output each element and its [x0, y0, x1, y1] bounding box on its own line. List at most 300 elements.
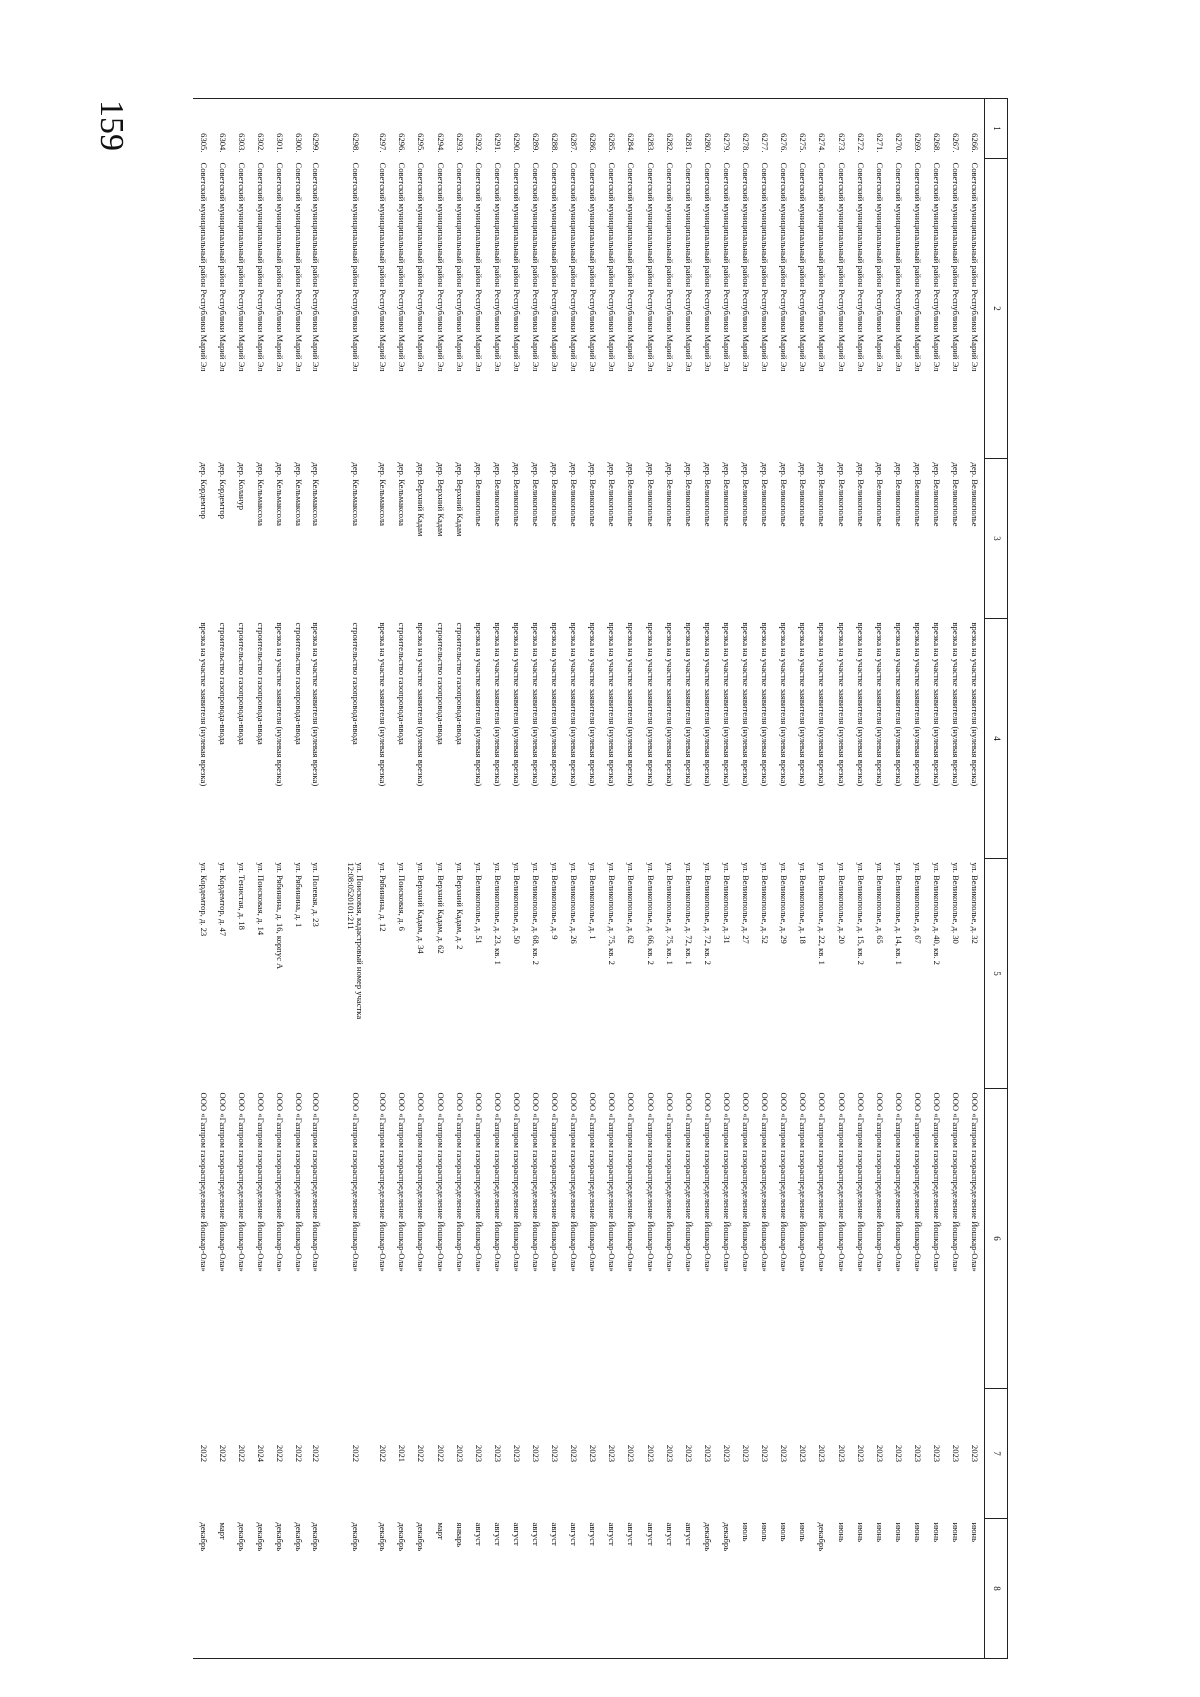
cell-settlement: дер. Великополье [798, 462, 809, 527]
cell-district: Советский муниципальный район Республики Марий Эл [721, 162, 732, 372]
cell-settlement: дер. Верхний Кадам [416, 462, 427, 537]
table-row [755, 99, 774, 1659]
cell-year: 2022 [275, 1444, 286, 1463]
cell-organization: ООО «Газпром газораспределение Йошкар-Ола» [951, 1092, 962, 1272]
table-row [889, 99, 908, 1659]
cell-address: ул. Кордемтор, д. 23 [198, 862, 209, 937]
cell-settlement: дер. Великополье [836, 462, 847, 527]
cell-district: Советский муниципальный район Республики Марий Эл [912, 162, 923, 372]
cell-year: 2021 [397, 1444, 408, 1463]
cell-organization: ООО «Газпром газораспределение Йошкар-Ола» [511, 1092, 522, 1272]
cell-month: август [564, 1519, 583, 1659]
cell-address: ул. Великополье, д. 1 [588, 862, 599, 940]
cell-organization: ООО «Газпром газораспределение Йошкар-Ола» [721, 1092, 732, 1272]
cell-work-type: врезка на участке заявителя (нулевая врезка) [779, 622, 790, 787]
column-header: 3 [985, 459, 1008, 619]
column-header: 2 [985, 159, 1008, 459]
cell-district: Советский муниципальный район Республики Марий Эл [626, 162, 637, 372]
table-row [430, 99, 449, 1659]
data-table [193, 98, 1008, 1659]
cell-work-type: врезка на участке заявителя (нулевая врезка) [626, 622, 637, 787]
cell-settlement: дер. Великополье [874, 462, 885, 527]
cell-address: ул. Великополье, д. 66, кв. 2 [645, 862, 656, 965]
cell-work-type: врезка на участке заявителя (нулевая врезка) [198, 622, 209, 787]
cell-row-number: 6281. [679, 99, 698, 159]
cell-organization: ООО «Газпром газораспределение Йошкар-Ола» [741, 1092, 752, 1272]
table-row [270, 99, 289, 1659]
cell-settlement: дер. Великополье [741, 462, 752, 527]
cell-row-number: 6275. [793, 99, 812, 159]
cell-month: июнь [831, 1519, 850, 1659]
cell-district: Советский муниципальный район Республики Марий Эл [435, 162, 446, 372]
cell-district: Советский муниципальный район Республики Марий Эл [311, 162, 322, 372]
cell-district: Советский муниципальный район Республики Марий Эл [397, 162, 408, 372]
table-row [621, 99, 640, 1659]
cell-district: Советский муниципальный район Республики Марий Эл [588, 162, 599, 372]
cell-organization: ООО «Газпром газораспределение Йошкар-Ола» [454, 1092, 465, 1272]
cell-district: Советский муниципальный район Республики Марий Эл [836, 162, 847, 372]
cell-year: 2023 [626, 1444, 637, 1463]
cell-work-type: строительство газопровода-ввода [350, 622, 361, 745]
cell-month: декабрь [392, 1519, 411, 1659]
cell-address: ул. Великополье, д. 72, кв. 1 [683, 862, 694, 965]
cell-month: июнь [965, 1519, 985, 1659]
cell-year: 2022 [198, 1444, 209, 1463]
cell-work-type: строительство газопровода-ввода [454, 622, 465, 745]
cell-row-number: 6285. [602, 99, 621, 159]
cell-month: декабрь [337, 1519, 373, 1659]
cell-row-number: 6296. [392, 99, 411, 159]
cell-row-number: 6288. [545, 99, 564, 159]
cell-address: ул. Великополье, д. 26 [569, 862, 580, 944]
table-row [736, 99, 755, 1659]
cell-row-number: 6298. [337, 99, 373, 159]
table-row [812, 99, 831, 1659]
cell-settlement: дер. Великополье [683, 462, 694, 527]
table-row [679, 99, 698, 1659]
cell-year: 2023 [817, 1444, 828, 1463]
cell-organization: ООО «Газпром газораспределение Йошкар-Ола» [836, 1092, 847, 1272]
cell-year: 2023 [874, 1444, 885, 1463]
cell-district: Советский муниципальный район Республики Марий Эл [760, 162, 771, 372]
cell-organization: ООО «Газпром газораспределение Йошкар-Ола» [626, 1092, 637, 1272]
cell-work-type: врезка на участке заявителя (нулевая врезка) [855, 622, 866, 787]
cell-organization: ООО «Газпром газораспределение Йошкар-Ола» [664, 1092, 675, 1272]
cell-address: ул. Великополье, д. 14, кв. 1 [893, 862, 904, 965]
cell-year: 2023 [511, 1444, 522, 1463]
page-number: 159 [93, 100, 130, 151]
cell-settlement: дер. Великополье [855, 462, 866, 527]
cell-settlement: дер. Верхний Кадам [454, 462, 465, 537]
cell-work-type: врезка на участке заявителя (нулевая врезка) [378, 622, 389, 787]
cell-address: ул. Великополье, д. 18 [798, 862, 809, 944]
cell-organization: ООО «Газпром газораспределение Йошкар-Ола» [473, 1092, 484, 1272]
cell-settlement: дер. Коланур [236, 462, 247, 511]
table-row [193, 99, 212, 1659]
cell-work-type: строительство газопровода-ввода [236, 622, 247, 745]
cell-district: Советский муниципальный район Республики Марий Эл [893, 162, 904, 372]
table-row [392, 99, 411, 1659]
cell-address: ул. Великополье, д. 51 [473, 862, 484, 944]
cell-work-type: строительство газопровода-ввода [435, 622, 446, 745]
cell-work-type: врезка на участке заявителя (нулевая врезка) [275, 622, 286, 787]
cell-row-number: 6301. [270, 99, 289, 159]
cell-work-type: врезка на участке заявителя (нулевая врезка) [893, 622, 904, 787]
table-row [850, 99, 869, 1659]
cell-address: ул. Великополье, д. 68, кв. 2 [531, 862, 542, 965]
cell-organization: ООО «Газпром газораспределение Йошкар-Ола» [855, 1092, 866, 1272]
table-row [411, 99, 430, 1659]
cell-settlement: дер. Кельмаксола [350, 462, 361, 526]
cell-district: Советский муниципальный район Республики Марий Эл [569, 162, 580, 372]
cell-organization: ООО «Газпром газораспределение Йошкар-Ола» [550, 1092, 561, 1272]
cell-work-type: врезка на участке заявителя (нулевая врезка) [531, 622, 542, 787]
cell-organization: ООО «Газпром газораспределение Йошкар-Ола» [531, 1092, 542, 1272]
table-row [308, 99, 337, 1659]
cell-year: 2022 [236, 1444, 247, 1463]
cell-address: ул. Великополье, д. 72, кв. 2 [702, 862, 713, 965]
cell-work-type: врезка на участке заявителя (нулевая врезка) [511, 622, 522, 787]
cell-organization: ООО «Газпром газораспределение Йошкар-Ола» [779, 1092, 790, 1272]
cell-work-type: врезка на участке заявителя (нулевая врезка) [550, 622, 561, 787]
table-row [908, 99, 927, 1659]
cell-district: Советский муниципальный район Республики Марий Эл [951, 162, 962, 372]
table-row [927, 99, 946, 1659]
table-row [698, 99, 717, 1659]
cell-organization: ООО «Газпром газораспределение Йошкар-Ола» [378, 1092, 389, 1272]
cell-year: 2023 [912, 1444, 923, 1463]
cell-year: 2023 [454, 1444, 465, 1463]
cell-district: Советский муниципальный район Республики Марий Эл [664, 162, 675, 372]
cell-row-number: 6295. [411, 99, 430, 159]
cell-district: Советский муниципальный район Республики Марий Эл [550, 162, 561, 372]
cell-district: Советский муниципальный район Республики Марий Эл [531, 162, 542, 372]
cell-organization: ООО «Газпром газораспределение Йошкар-Ола» [588, 1092, 599, 1272]
table-row [526, 99, 545, 1659]
cell-organization: ООО «Газпром газораспределение Йошкар-Ола» [932, 1092, 942, 1272]
cell-month: июль [793, 1519, 812, 1659]
cell-work-type: врезка на участке заявителя (нулевая врезка) [874, 622, 885, 787]
table-row [831, 99, 850, 1659]
cell-district: Советский муниципальный район Республики Марий Эл [645, 162, 656, 372]
cell-month: декабрь [717, 1519, 736, 1659]
cell-address: ул. Кордемтор, д. 47 [217, 862, 228, 937]
cell-month: август [583, 1519, 602, 1659]
cell-address: ул. Великополье, д. 52 [760, 862, 771, 944]
cell-district: Советский муниципальный район Республики Марий Эл [702, 162, 713, 372]
cell-organization: ООО «Газпром газораспределение Йошкар-Ола» [217, 1092, 228, 1272]
cell-work-type: врезка на участке заявителя (нулевая врезка) [473, 622, 484, 787]
cell-district: Советский муниципальный район Республики Марий Эл [350, 162, 361, 372]
cell-settlement: дер. Великополье [970, 462, 981, 527]
cell-district: Советский муниципальный район Республики Марий Эл [217, 162, 228, 372]
cell-district: Советский муниципальный район Республики Марий Эл [741, 162, 752, 372]
cell-organization: ООО «Газпром газораспределение Йошкар-Ола» [798, 1092, 809, 1272]
cell-district: Советский муниципальный район Республики Марий Эл [294, 162, 305, 372]
cell-address: ул. Тенистая, д. 18 [236, 862, 247, 930]
cell-work-type: врезка на участке заявителя (нулевая врезка) [798, 622, 809, 787]
cell-month: июнь [908, 1519, 927, 1659]
cell-year: 2023 [588, 1444, 599, 1463]
cell-organization: ООО «Газпром газораспределение Йошкар-Ола» [256, 1092, 266, 1272]
cell-address: ул. Великополье, д. 32 [970, 862, 981, 944]
cell-month: август [679, 1519, 698, 1659]
column-header: 8 [985, 1519, 1008, 1659]
cell-address: ул. Рябинина, д. 16, корпус А [275, 862, 286, 970]
cell-settlement: дер. Великополье [932, 462, 942, 527]
cell-year: 2023 [531, 1444, 542, 1463]
cell-month: январь [449, 1519, 468, 1659]
cell-row-number: 6269. [908, 99, 927, 159]
cell-settlement: дер. Великополье [645, 462, 656, 527]
cell-row-number: 6283. [640, 99, 659, 159]
cell-row-number: 6291. [488, 99, 507, 159]
cell-work-type: врезка на участке заявителя (нулевая врезка) [588, 622, 599, 787]
cell-row-number: 6299. [308, 99, 337, 159]
cell-organization: ООО «Газпром газораспределение Йошкар-Ола» [874, 1092, 885, 1272]
cell-row-number: 6266. [965, 99, 985, 159]
cell-month: июль [755, 1519, 774, 1659]
header-row [985, 99, 1008, 1659]
cell-row-number: 6277. [755, 99, 774, 159]
cell-work-type: строительство газопровода-ввода [256, 622, 266, 745]
cell-work-type: врезка на участке заявителя (нулевая врезка) [836, 622, 847, 787]
cell-year: 2022 [378, 1444, 389, 1463]
cell-month: декабрь [411, 1519, 430, 1659]
cell-organization: ООО «Газпром газораспределение Йошкар-Ола» [607, 1092, 618, 1272]
cell-district: Советский муниципальный район Республики Марий Эл [798, 162, 809, 372]
cell-year: 2023 [893, 1444, 904, 1463]
cell-row-number: 6290. [507, 99, 526, 159]
cell-address: ул. Великополье, д. 75, кв. 2 [607, 862, 618, 965]
cell-settlement: дер. Великополье [951, 462, 962, 527]
cell-work-type: врезка на участке заявителя (нулевая врезка) [664, 622, 675, 787]
cell-organization: ООО «Газпром газораспределение Йошкар-Ола» [683, 1092, 694, 1272]
cell-settlement: дер. Великополье [588, 462, 599, 527]
cell-address: ул. Великополье, д. 20 [836, 862, 847, 944]
cell-address: ул. Рябинина, д. 12 [378, 862, 389, 932]
cell-address: ул. Верхний Кадам, д. 2 [454, 862, 465, 950]
cell-month: декабрь [373, 1519, 392, 1659]
cell-row-number: 6286. [583, 99, 602, 159]
cell-row-number: 6304. [213, 99, 232, 159]
cell-organization: ООО «Газпром газораспределение Йошкар-Ола» [760, 1092, 771, 1272]
cell-year: 2023 [664, 1444, 675, 1463]
cell-year: 2023 [721, 1444, 732, 1463]
cell-address: ул. Великополье, д. 75, кв. 1 [664, 862, 675, 965]
cell-address: ул. Верхний Кадам, д. 62 [435, 862, 446, 954]
cell-organization: ООО «Газпром газораспределение Йошкар-Ола» [912, 1092, 923, 1272]
cell-settlement: дер. Кельмаксола [311, 462, 322, 526]
cell-month: август [621, 1519, 640, 1659]
cell-organization: ООО «Газпром газораспределение Йошкар-Ола» [294, 1092, 305, 1272]
cell-row-number: 6282. [659, 99, 678, 159]
cell-year: 2023 [550, 1444, 561, 1463]
cell-year: 2023 [702, 1444, 713, 1463]
cell-row-number: 6280. [698, 99, 717, 159]
cell-settlement: дер. Великополье [721, 462, 732, 527]
cell-work-type: врезка на участке заявителя (нулевая врезка) [607, 622, 618, 787]
cell-settlement: дер. Кельмаксола [275, 462, 286, 526]
cell-year: 2023 [855, 1444, 866, 1463]
cell-work-type: врезка на участке заявителя (нулевая врезка) [951, 622, 962, 787]
cell-address: ул. Поисковая, д. 14 [256, 862, 266, 936]
cell-year: 2022 [350, 1444, 361, 1463]
cell-year: 2022 [416, 1444, 427, 1463]
cell-settlement: дер. Великополье [550, 462, 561, 527]
cell-address: ул. Великополье, д. 9 [550, 862, 561, 940]
cell-year: 2023 [760, 1444, 771, 1463]
cell-work-type: врезка на участке заявителя (нулевая врезка) [741, 622, 752, 787]
cell-row-number: 6292. [468, 99, 487, 159]
cell-address: ул. Поисковая, кадастровый номер участка 12:08:0520101:211 [346, 862, 366, 1020]
table-row [774, 99, 793, 1659]
cell-district: Советский муниципальный район Республики Марий Эл [275, 162, 286, 372]
cell-organization: ООО «Газпром газораспределение Йошкар-Ола» [275, 1092, 286, 1272]
cell-year: 2023 [951, 1444, 962, 1463]
cell-month: декабрь [698, 1519, 717, 1659]
cell-settlement: дер. Великополье [473, 462, 484, 527]
cell-organization: ООО «Газпром газораспределение Йошкар-Ола» [817, 1092, 828, 1272]
cell-district: Советский муниципальный район Республики Марий Эл [198, 162, 209, 372]
cell-organization: ООО «Газпром газораспределение Йошкар-Ола» [350, 1092, 361, 1272]
cell-settlement: дер. Великополье [569, 462, 580, 527]
cell-district: Советский муниципальный район Республики Марий Эл [492, 162, 503, 372]
cell-work-type: врезка на участке заявителя (нулевая врезка) [683, 622, 694, 787]
cell-year: 2023 [473, 1444, 484, 1463]
cell-work-type: врезка на участке заявителя (нулевая врезка) [645, 622, 656, 787]
cell-organization: ООО «Газпром газораспределение Йошкар-Ола» [970, 1092, 981, 1272]
cell-month: март [213, 1519, 232, 1659]
cell-work-type: врезка на участке заявителя (нулевая врезка) [416, 622, 427, 787]
cell-month: июнь [927, 1519, 946, 1659]
table-row [289, 99, 308, 1659]
cell-organization: ООО «Газпром газораспределение Йошкар-Ола» [435, 1092, 446, 1272]
table-row [507, 99, 526, 1659]
cell-settlement: дер. Великополье [607, 462, 618, 527]
cell-row-number: 6297. [373, 99, 392, 159]
cell-settlement: дер. Кордемтор [198, 462, 209, 519]
cell-address: ул. Великополье, д. 40, кв. 2 [932, 862, 942, 965]
cell-year: 2022 [435, 1444, 446, 1463]
cell-address: ул. Великополье, д. 15, кв. 2 [855, 862, 866, 965]
cell-organization: ООО «Газпром газораспределение Йошкар-Ола» [311, 1092, 322, 1272]
cell-month: декабрь [193, 1519, 212, 1659]
table-row [488, 99, 507, 1659]
cell-address: ул. Великополье, д. 22, кв. 1 [817, 862, 828, 965]
cell-row-number: 6293. [449, 99, 468, 159]
cell-month: август [526, 1519, 545, 1659]
cell-settlement: дер. Верхний Кадам [435, 462, 446, 537]
table-row [232, 99, 251, 1659]
cell-settlement: дер. Великополье [511, 462, 522, 527]
table-row [213, 99, 232, 1659]
table-row [602, 99, 621, 1659]
cell-organization: ООО «Газпром газораспределение Йошкар-Ола» [397, 1092, 408, 1272]
cell-row-number: 6302. [251, 99, 270, 159]
cell-year: 2022 [217, 1444, 228, 1463]
cell-work-type: врезка на участке заявителя (нулевая врезка) [932, 622, 942, 787]
cell-year: 2024 [256, 1444, 266, 1463]
cell-district: Советский муниципальный район Республики Марий Эл [817, 162, 828, 372]
cell-row-number: 6271. [869, 99, 888, 159]
cell-month: декабрь [232, 1519, 251, 1659]
column-header: 7 [985, 1389, 1008, 1519]
cell-settlement: дер. Великополье [664, 462, 675, 527]
cell-settlement: дер. Кельмаксола [256, 462, 266, 526]
cell-address: ул. Великополье, д. 67 [912, 862, 923, 944]
cell-year: 2023 [932, 1444, 942, 1463]
cell-district: Советский муниципальный район Республики Марий Эл [416, 162, 427, 372]
cell-organization: ООО «Газпром газораспределение Йошкар-Ола» [569, 1092, 580, 1272]
cell-work-type: врезка на участке заявителя (нулевая врезка) [912, 622, 923, 787]
column-header: 6 [985, 1089, 1008, 1389]
cell-row-number: 6273. [831, 99, 850, 159]
table-row [373, 99, 392, 1659]
cell-year: 2023 [683, 1444, 694, 1463]
cell-month: декабрь [308, 1519, 337, 1659]
cell-organization: ООО «Газпром газораспределение Йошкар-Ола» [416, 1092, 427, 1272]
cell-district: Советский муниципальный район Республики Марий Эл [607, 162, 618, 372]
table-row [337, 99, 373, 1659]
cell-row-number: 6305. [193, 99, 212, 159]
table-row [468, 99, 487, 1659]
cell-month: июнь [850, 1519, 869, 1659]
cell-year: 2023 [645, 1444, 656, 1463]
table-row [583, 99, 602, 1659]
table-row [659, 99, 678, 1659]
cell-row-number: 6276. [774, 99, 793, 159]
cell-row-number: 6289. [526, 99, 545, 159]
cell-row-number: 6284. [621, 99, 640, 159]
cell-month: август [640, 1519, 659, 1659]
cell-settlement: дер. Великополье [779, 462, 790, 527]
cell-district: Советский муниципальный район Республики Марий Эл [454, 162, 465, 372]
cell-work-type: врезка на участке заявителя (нулевая врезка) [492, 622, 503, 787]
cell-district: Советский муниципальный район Республики Марий Эл [683, 162, 694, 372]
cell-settlement: дер. Великополье [760, 462, 771, 527]
cell-settlement: дер. Кельмаксола [294, 462, 305, 526]
cell-row-number: 6267. [946, 99, 965, 159]
cell-address: ул. Великополье, д. 50 [511, 862, 522, 944]
cell-month: август [602, 1519, 621, 1659]
cell-settlement: дер. Великополье [893, 462, 904, 527]
cell-district: Советский муниципальный район Республики Марий Эл [378, 162, 389, 372]
cell-address: ул. Поисковая, д. 6 [397, 862, 408, 931]
cell-month: август [488, 1519, 507, 1659]
cell-settlement: дер. Великополье [492, 462, 503, 527]
cell-address: ул. Великополье, д. 23, кв. 1 [492, 862, 503, 965]
cell-row-number: 6278. [736, 99, 755, 159]
cell-row-number: 6272. [850, 99, 869, 159]
cell-row-number: 6294. [430, 99, 449, 159]
cell-row-number: 6303. [232, 99, 251, 159]
cell-work-type: врезка на участке заявителя (нулевая врезка) [970, 622, 981, 787]
cell-year: 2023 [779, 1444, 790, 1463]
cell-district: Советский муниципальный район Республики Марий Эл [236, 162, 247, 372]
cell-year: 2022 [294, 1444, 305, 1463]
cell-settlement: дер. Великополье [702, 462, 713, 527]
cell-address: ул. Рябинина, д. 1 [294, 862, 305, 928]
cell-work-type: врезка на участке заявителя (нулевая врезка) [817, 622, 828, 787]
table-body [193, 99, 984, 1659]
cell-row-number: 6268. [927, 99, 946, 159]
cell-year: 2023 [970, 1444, 981, 1463]
cell-district: Советский муниципальный район Республики Марий Эл [932, 162, 942, 372]
cell-work-type: строительство газопровода-ввода [217, 622, 228, 745]
cell-organization: ООО «Газпром газораспределение Йошкар-Ола» [492, 1092, 503, 1272]
cell-address: ул. Великополье, д. 65 [874, 862, 885, 944]
